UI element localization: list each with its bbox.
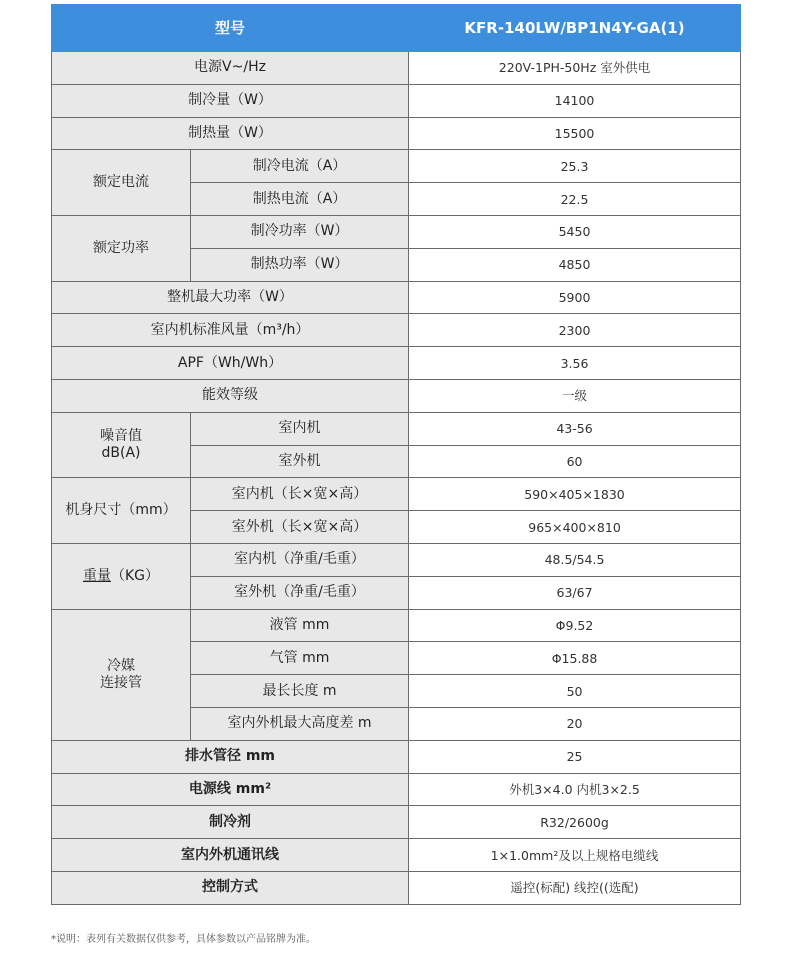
weight-group	[52, 543, 191, 609]
cooling-capacity-label: 制冷量（W）	[52, 84, 409, 117]
outdoor-noise-label: 室外机	[191, 445, 409, 478]
cooling-current-value: 25.3	[409, 150, 741, 183]
weight-group-suffix: （KG）	[110, 567, 160, 584]
refrigerant-pipe-group	[52, 609, 191, 740]
power-cable-label: 电源线 mm²	[52, 773, 409, 806]
control-label: 控制方式	[52, 871, 409, 904]
refrigerant-value: R32/2600g	[409, 806, 741, 839]
footnote: *说明：表列有关数据仅供参考，具体参数以产品铭牌为准。	[51, 934, 316, 945]
outdoor-noise-value: 60	[409, 445, 741, 478]
refrigerant-pipe-group-line2: 连接管	[100, 674, 142, 691]
table-row	[52, 773, 741, 806]
gas-pipe-value: Φ15.88	[409, 642, 741, 675]
apf-value: 3.56	[409, 347, 741, 380]
table-row	[52, 379, 741, 412]
outdoor-dimensions-value: 965×400×810	[409, 511, 741, 544]
model-value: KFR-140LW/BP1N4Y-GA(1)	[409, 5, 741, 52]
max-height-diff-label: 室内外机最大高度差 m	[191, 707, 409, 740]
indoor-weight-value: 48.5/54.5	[409, 543, 741, 576]
power-supply-value: 220V-1PH-50Hz 室外供电	[409, 52, 741, 85]
efficiency-value: 一级	[409, 379, 741, 412]
table-row	[52, 52, 741, 85]
table-row	[52, 871, 741, 904]
dimensions-group: 机身尺寸（mm）	[52, 478, 191, 544]
rated-current-group: 额定电流	[52, 150, 191, 216]
max-height-diff-value: 20	[409, 707, 741, 740]
table-row	[52, 281, 741, 314]
heating-power-value: 4850	[409, 248, 741, 281]
max-power-value: 5900	[409, 281, 741, 314]
control-value: 遥控(标配) 线控((选配)	[409, 871, 741, 904]
table-row	[52, 117, 741, 150]
indoor-noise-label: 室内机	[191, 412, 409, 445]
drain-pipe-value: 25	[409, 740, 741, 773]
max-length-label: 最长长度 m	[191, 675, 409, 708]
table-row	[52, 806, 741, 839]
heating-power-label: 制热功率（W）	[191, 248, 409, 281]
outdoor-weight-label: 室外机（净重/毛重）	[191, 576, 409, 609]
liquid-pipe-label: 液管 mm	[191, 609, 409, 642]
gas-pipe-label: 气管 mm	[191, 642, 409, 675]
noise-group	[52, 412, 191, 478]
liquid-pipe-value: Φ9.52	[409, 609, 741, 642]
table-row	[52, 215, 741, 248]
table-row	[52, 150, 741, 183]
rated-power-group: 额定功率	[52, 215, 191, 281]
table-row	[52, 740, 741, 773]
noise-group-line2: dB(A)	[101, 445, 141, 462]
heating-current-value: 22.5	[409, 183, 741, 216]
cooling-power-value: 5450	[409, 215, 741, 248]
heating-capacity-label: 制热量（W）	[52, 117, 409, 150]
airflow-value: 2300	[409, 314, 741, 347]
power-supply-label: 电源V~/Hz	[52, 52, 409, 85]
cooling-current-label: 制冷电流（A）	[191, 150, 409, 183]
apf-label: APF（Wh/Wh）	[52, 347, 409, 380]
table-row	[52, 478, 741, 511]
indoor-dimensions-label: 室内机（长×宽×高）	[191, 478, 409, 511]
comm-cable-label: 室内外机通讯线	[52, 839, 409, 872]
efficiency-label: 能效等级	[52, 379, 409, 412]
table-row	[52, 609, 741, 642]
indoor-weight-label: 室内机（净重/毛重）	[191, 543, 409, 576]
max-length-value: 50	[409, 675, 741, 708]
indoor-noise-value: 43-56	[409, 412, 741, 445]
table-row	[52, 839, 741, 872]
outdoor-weight-value: 63/67	[409, 576, 741, 609]
weight-group-underlined: 重量	[82, 567, 111, 584]
refrigerant-label: 制冷剂	[52, 806, 409, 839]
heating-capacity-value: 15500	[409, 117, 741, 150]
table-row	[52, 543, 741, 576]
header-row	[52, 5, 741, 52]
table-row	[52, 84, 741, 117]
power-cable-value: 外机3×4.0 内机3×2.5	[409, 773, 741, 806]
table-row	[52, 412, 741, 445]
model-label: 型号	[52, 5, 409, 52]
outdoor-dimensions-label: 室外机（长×宽×高）	[191, 511, 409, 544]
cooling-power-label: 制冷功率（W）	[191, 215, 409, 248]
spec-table	[51, 4, 741, 905]
comm-cable-value: 1×1.0mm²及以上规格电缆线	[409, 839, 741, 872]
refrigerant-pipe-group-line1: 冷媒	[107, 657, 135, 674]
table-row	[52, 314, 741, 347]
airflow-label: 室内机标准风量（m³/h）	[52, 314, 409, 347]
noise-group-line1: 噪音值	[100, 428, 142, 445]
indoor-dimensions-value: 590×405×1830	[409, 478, 741, 511]
cooling-capacity-value: 14100	[409, 84, 741, 117]
heating-current-label: 制热电流（A）	[191, 183, 409, 216]
drain-pipe-label: 排水管径 mm	[52, 740, 409, 773]
max-power-label: 整机最大功率（W）	[52, 281, 409, 314]
table-row	[52, 347, 741, 380]
